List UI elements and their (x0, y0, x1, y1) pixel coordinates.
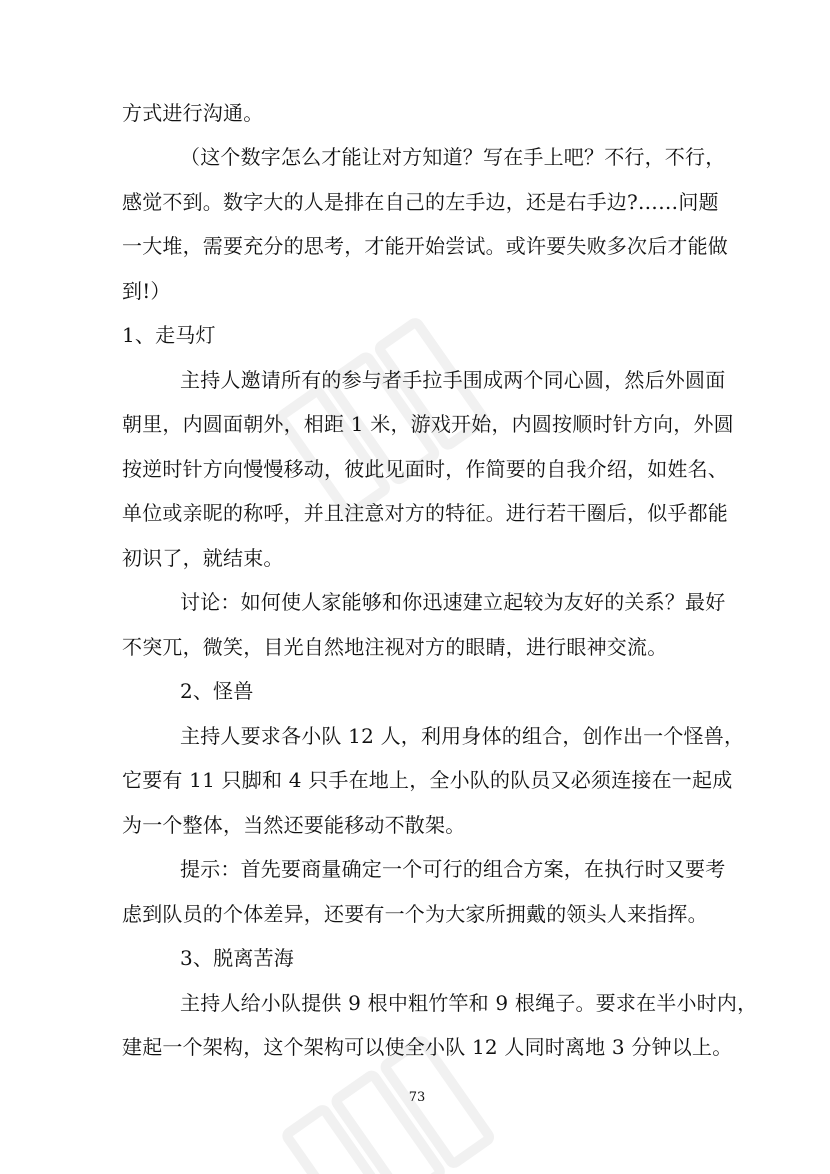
paragraph-line: 主持人邀请所有的参与者手拉手围成两个同心圆，然后外圆面 (180, 368, 726, 392)
paragraph-line: 主持人给小队提供 9 根中粗竹竿和 9 根绳子。要求在半小时内， (180, 991, 758, 1015)
section-heading: 1、走马灯 (122, 323, 216, 347)
paragraph-line: 感觉不到。数字大的人是排在自己的左手边，还是右手边?……问题 (122, 190, 719, 214)
paragraph-line: 不突兀，微笑，目光自然地注视对方的眼睛，进行眼神交流。 (122, 635, 668, 659)
paragraph-line: 方式进行沟通。 (122, 101, 264, 125)
paragraph-line: 虑到队员的个体差异，还要有一个为大家所拥戴的领头人来指挥。 (122, 902, 708, 926)
section-heading: 2、怪兽 (180, 679, 254, 703)
page-number: 73 (408, 1090, 426, 1105)
paragraph-line: 单位或亲昵的称呼，并且注意对方的特征。进行若干圈后，似乎都能 (122, 501, 728, 525)
paragraph-line: 建起一个架构，这个架构可以使全小队 12 人同时离地 3 分钟以上。 (122, 1035, 733, 1059)
paragraph-line: 主持人要求各小队 12 人，利用身体的组合，创作出一个怪兽， (180, 724, 745, 748)
paragraph-line: 按逆时针方向慢慢移动，彼此见面时，作简要的自我介绍，如姓名、 (122, 457, 728, 481)
paragraph-line: 一大堆，需要充分的思考，才能开始尝试。或许要失败多次后才能做 (122, 234, 728, 258)
paragraph-line: 提示：首先要商量确定一个可行的组合方案，在执行时又要考 (180, 857, 726, 881)
paragraph-line: 初识了，就结束。 (122, 546, 284, 570)
paragraph-line: 到!） (122, 279, 171, 303)
paragraph-line: （这个数字怎么才能让对方知道？写在手上吧？不行，不行， (180, 145, 726, 169)
paragraph-line: 为一个整体，当然还要能移动不散架。 (122, 813, 466, 837)
paragraph-line: 它要有 11 只脚和 4 只手在地上，全小队的队员又必须连接在一起成 (122, 768, 733, 792)
paragraph-line: 讨论：如何使人家能够和你迅速建立起较为友好的关系？最好 (180, 590, 726, 614)
section-heading: 3、脱离苦海 (180, 946, 294, 970)
paragraph-line: 朝里，内圆面朝外，相距 1 米，游戏开始，内圆按顺时针方向，外圆 (122, 412, 734, 436)
